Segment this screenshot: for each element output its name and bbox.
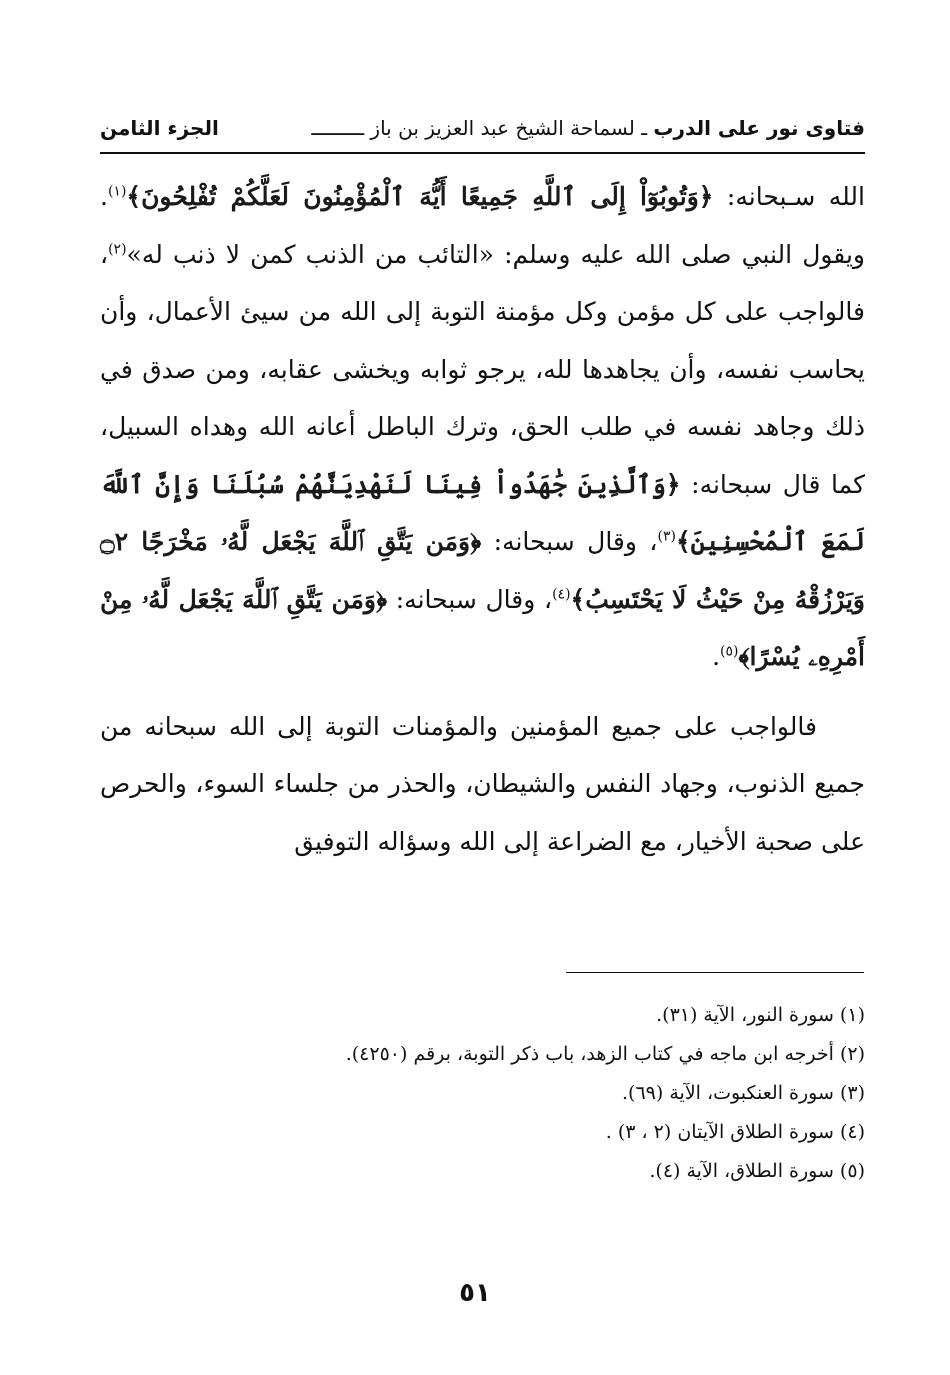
paragraph [100,698,865,871]
footnotes [100,996,865,1191]
quran-verse: ﴿وَٱلَّذِينَ جَٰهَدُواْ فِينَا لَنَهْدِيَنَّهُمْ سُبُلَنَا وَإِنَّ ٱللَّهَ لَمَعَ ٱلْمُحْسِنِينَ﴾ [100,469,865,556]
quran-verse: ﴿وَمَن يَتَّقِ ٱللَّهَ يَجْعَل لَّهُۥ مَخْرَجًا ۝٢ وَيَرْزُقْهُ مِنْ حَيْثُ لَا يَحْتَسِبُ﴾ [100,527,866,614]
footnote-ref: (٢) [108,241,127,258]
text-run: ، فالواجب على كل مؤمن وكل مؤمنة التوبة إلى الله من سيئ الأعمال، وأن يحاسب نفسه، وأن يجاهدها لله، يرجو ثوابه ويخشى عقابه، ومن صدق في ذلك وجاهد نفسه في طلب الحق، وترك الباطل أعانه الله وهداه السبيل، كما قال سبحانه: [100,239,866,499]
footnote-ref: (٥) [720,643,739,660]
quran-verse: ﴿وَتُوبُوٓاْ إِلَى ٱللَّهِ جَمِيعًا أَيُّهَ ٱلْمُؤْمِنُونَ لَعَلَّكُمْ تُفْلِحُونَ﴾ [126,182,714,211]
page-number: ٥١ [459,1278,491,1308]
header-title [311,116,865,140]
text-run: . [712,642,721,671]
running-header [100,112,865,154]
quran-verse: ﴿وَمَن يَتَّقِ ٱللَّهَ يَجْعَل لَّهُۥ مِنْ أَمْرِهِۦ يُسْرًا﴾ [100,584,865,671]
text-run: فالواجب على جميع المؤمنين والمؤمنات التوبة إلى الله سبحانه من جميع الذنوب، وجهاد النفس والشيطان، والحذر من جلساء السوء، والحرص على صحبة الأخيار، مع الضراعة إلى الله وسؤاله التوفيق [100,711,865,856]
paragraph [100,168,865,686]
footnote-ref: (٤) [552,586,571,603]
footnote-ref: (١) [107,183,127,200]
footnote-5: (٥) سورة الطلاق، الآية (٤). [649,1160,865,1182]
main-text [100,168,865,870]
part-label: الجزء الثامن [100,116,219,140]
book-title: فتاوى نور على الدرب [653,116,865,140]
footnote-2: (٢) أخرجه ابن ماجه في كتاب الزهد، باب ذكر التوبة، برقم (٤٢٥٠). [345,1043,865,1065]
footnote-divider [566,972,864,973]
footnote-ref: (٣) [657,528,676,545]
text-run: ، وقال سبحانه: [481,527,658,556]
text-run: ، وقال سبحانه: [387,584,553,614]
text-run: الله سـبحانه: [713,182,865,211]
footnote-4: (٤) سورة الطلاق الآيتان (٢ ، ٣) . [605,1121,865,1143]
author-name: ـ لسماحة الشيخ عبد العزيز بن باز ـــــــــ [311,116,648,140]
footnote-3: (٣) سورة العنكبوت، الآية (٦٩). [622,1082,865,1104]
footnote-1: (١) سورة النور، الآية (٣١). [656,1004,865,1026]
text-run: . ويقول النبي صلى الله عليه وسلم: «التائب من الذنب كمن لا ذنب له» [100,182,865,269]
